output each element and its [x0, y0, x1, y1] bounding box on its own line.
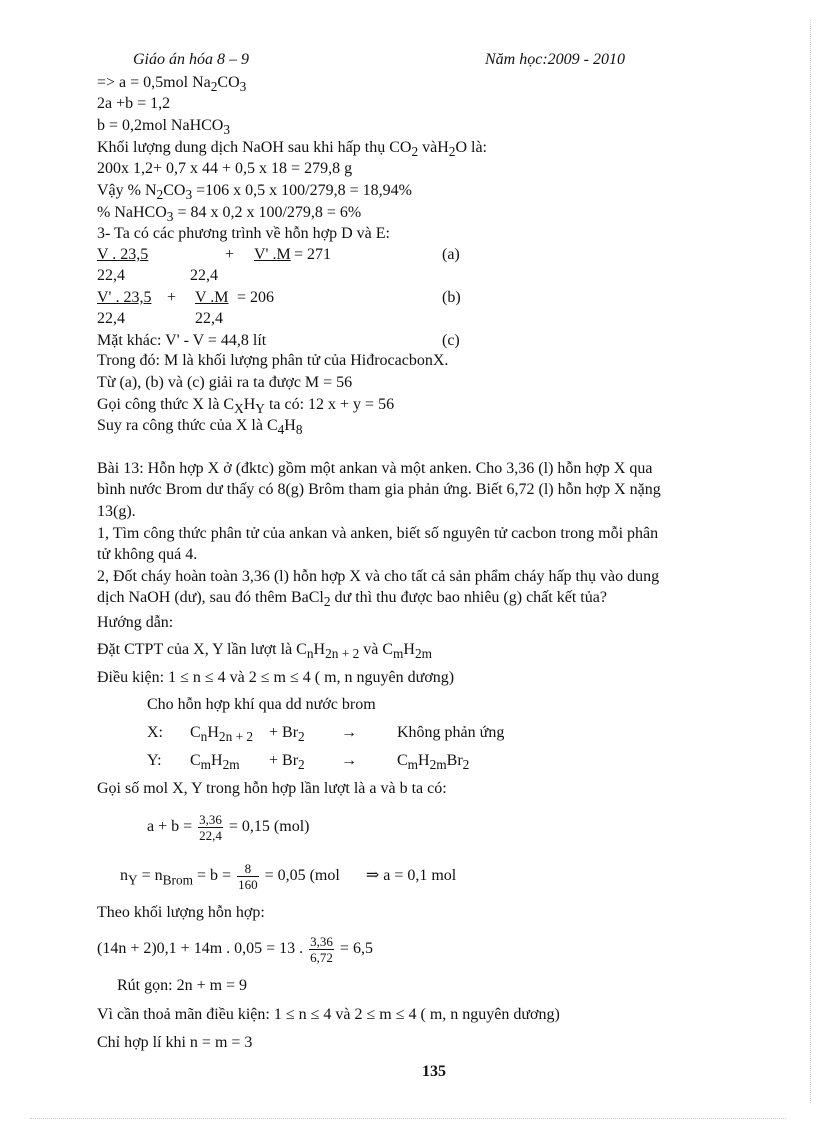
bottom-dotted-border: [30, 1118, 786, 1119]
line-8: 3- Ta có các phương trình về hỗn hợp D và E:: [97, 225, 390, 242]
ctpt-line: Đặt CTPT của X, Y lần lượt là $C_nH_{2n + 2}$ và $C_mH_{2m}$: [97, 641, 433, 662]
fraction-8-160: $\frac{8}{160}$: [238, 861, 258, 892]
line-2: 2a +b = 1,2: [97, 95, 171, 112]
line-7: % NaHCO$_3$ = 84 x 0,2 x 100/279,8 = 6%: [97, 204, 362, 225]
line-3: b = 0,2mol NaHCO$_3$: [97, 117, 231, 138]
equation-b-denominators: 22,4 22,4: [97, 310, 223, 327]
header-left: Giáo án hóa 8 – 9: [133, 51, 249, 68]
equation-b: V' . 23,5 + V .M = 206 (b): [97, 289, 461, 306]
mass-heading: Theo khối lượng hỗn hợp:: [97, 904, 265, 921]
equation-a-denominators: 22,4 22,4: [97, 267, 218, 284]
mass-equation: (14n + 2)0,1 + 14m . 0,05 = 13 . $\frac{3,36}{6,72}$ = 6,5: [97, 934, 373, 965]
condition-line: Điều kiện: 1 ≤ n ≤ 4 và 2 ≤ m ≤ 4 ( m, n nguyên dương): [97, 669, 455, 686]
line-17: Suy ra công thức của X là $C_4H_8$: [97, 417, 303, 438]
header-right: Năm học:2009 - 2010: [485, 51, 625, 68]
line-14: Trong đó: M là khối lượng phân tử của HiđrocacbonX.: [97, 352, 449, 369]
right-dotted-margin: [810, 20, 811, 1103]
ny-equation: $n_Y = n_{Brom} = b$ = $\frac{8}{160}$ = 0,05 (mol ⇒ a = 0,1 mol: [120, 861, 457, 892]
reaction-x: X: $C_nH_{2n + 2}$ + $Br_2$ → Không phản ứng: [147, 724, 505, 745]
conclusion-line: Chỉ hợp lí khi n = m = 3: [97, 1034, 253, 1051]
fraction-3-36-22-4: $\frac{3,36}{22,4}$: [199, 812, 222, 843]
problem-13-line-4: 1, Tìm công thức phân tử của ankan và anken, biết số nguyên tử cacbon trong mỗi phân: [97, 525, 659, 542]
problem-13-line-5: tử không quá 4.: [97, 546, 198, 563]
line-15: Từ (a), (b) và (c) giải ra ta được M = 56: [97, 374, 353, 391]
problem-13-line-2: bình nước Brom dư thấy có 8(g) Brôm tham gia phản ứng. Biết 6,72 (l) hỗn hợp X nặng: [97, 481, 661, 498]
problem-13-line-1: Bài 13: Hỗn hợp X ở (đktc) gồm một ankan và một anken. Cho 3,36 (l) hỗn hợp X qua: [97, 460, 653, 477]
guide-heading: Hướng dẫn:: [97, 614, 174, 631]
problem-13-line-3: 13(g).: [97, 503, 136, 520]
page-number: 135: [422, 1063, 446, 1080]
equation-c: Mặt khác: V' - V = 44,8 lít (c): [97, 332, 460, 349]
bromine-step: Cho hỗn hợp khí qua dd nước brom: [147, 696, 376, 713]
moles-intro: Gọi số mol X, Y trong hỗn hợp lần lượt là a và b ta có:: [97, 780, 447, 797]
condition-check-line: Vì cần thoả mãn điều kiện: 1 ≤ n ≤ 4 và 2 ≤ m ≤ 4 ( m, n nguyên dương): [97, 1006, 560, 1023]
sum-ab-equation: a + b = $\frac{3,36}{22,4}$ = 0,15 (mol): [147, 812, 310, 843]
reaction-y: Y: $C_mH_{2m}$ + $Br_2$ → $C_mH_{2m}Br_2$: [147, 752, 470, 773]
fraction-3-36-6-72: $\frac{3,36}{6,72}$: [310, 934, 333, 965]
line-5: 200x 1,2+ 0,7 x 44 + 0,5 x 18 = 279,8 g: [97, 160, 353, 177]
simplify-line: Rút gọn: 2n + m = 9: [117, 977, 248, 994]
line-1: => a = 0,5mol $Na_2CO_3$: [97, 74, 247, 95]
equation-a: V . 23,5 + V' .M = 271 (a): [97, 246, 460, 263]
line-4: Khối lượng dung dịch NaOH sau khi hấp thụ $CO_2$ vàH$_2$O là:: [97, 139, 487, 160]
problem-13-line-6: 2, Đốt cháy hoàn toàn 3,36 (l) hỗn hợp X và cho tất cả sản phẩm cháy hấp thụ vào dung: [97, 568, 660, 585]
problem-13-line-7: dịch NaOH (dư), sau đó thêm BaCl$_2$ dư thì thu được bao nhiêu (g) chất kết tủa?: [97, 589, 607, 610]
line-16: Gọi công thức X là $C_XH_Y$ ta có: 12 x + y = 56: [97, 396, 395, 417]
line-6: Vậy % $N_2CO_3 =106$ x 0,5 x 100/279,8 = 18,94%: [97, 182, 412, 203]
